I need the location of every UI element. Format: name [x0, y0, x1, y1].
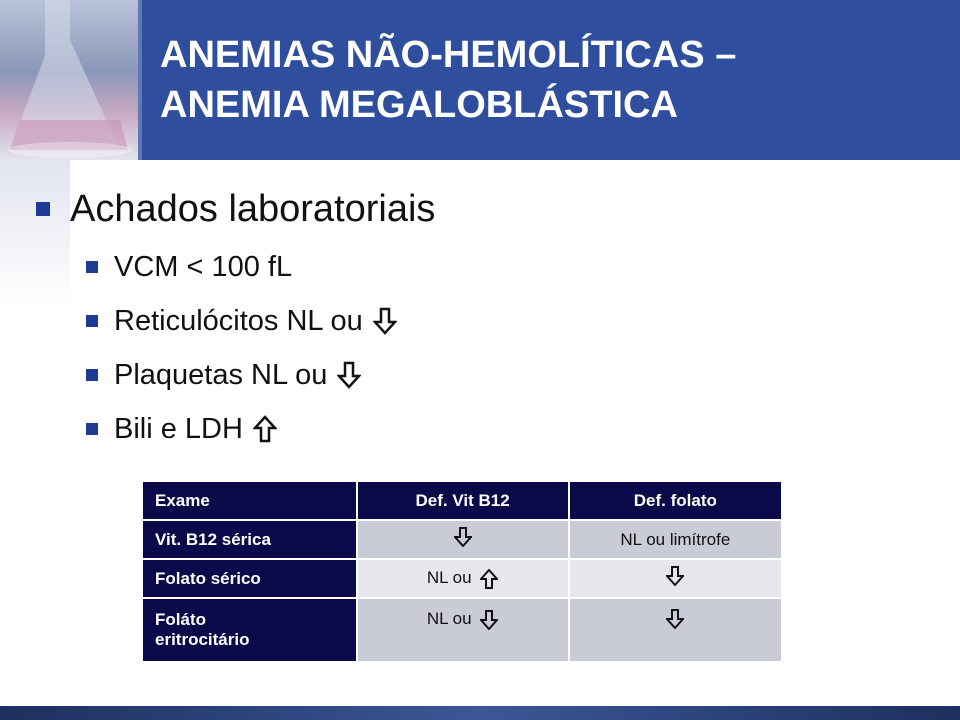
- row-label-line-2: eritrocitário: [155, 630, 250, 649]
- slide-header: [0, 0, 960, 160]
- title-line-2: ANEMIA MEGALOBLÁSTICA: [160, 84, 678, 126]
- table-header-row: [142, 481, 782, 520]
- down-arrow-icon: [666, 566, 684, 586]
- row-label-line-1: Foláto: [155, 610, 206, 629]
- bullet-square-icon: [36, 202, 50, 216]
- table-row: [142, 598, 782, 662]
- bullet-square-icon: [86, 261, 98, 273]
- table-cell: [569, 598, 782, 662]
- bullet-main-text: Achados laboratoriais: [70, 187, 436, 230]
- flask-image: [0, 0, 142, 160]
- row-label: [142, 598, 357, 662]
- decorative-fade: [0, 160, 70, 310]
- bullet-item-text: Reticulócitos NL ou: [114, 304, 363, 337]
- bullet-item: [86, 410, 277, 448]
- title-line-1: ANEMIAS NÃO-HEMOLÍTICAS –: [160, 34, 737, 76]
- column-header-folato: Def. folato: [569, 481, 782, 520]
- column-header-exame: Exame: [142, 481, 357, 520]
- bullet-item-text: VCM < 100 fL: [114, 250, 293, 283]
- table-cell: [357, 598, 569, 662]
- bullet-square-icon: [86, 369, 98, 381]
- cell-text: NL ou: [426, 568, 472, 588]
- bullet-main: [36, 186, 435, 232]
- bullet-item: [86, 302, 397, 340]
- down-arrow-icon: [454, 527, 472, 547]
- table-row: [142, 520, 782, 559]
- up-arrow-icon: [480, 569, 498, 589]
- bullet-square-icon: [86, 423, 98, 435]
- table-cell: NL ou limítrofe: [569, 520, 782, 559]
- column-header-b12: Def. Vit B12: [357, 481, 569, 520]
- comparison-table: [141, 480, 783, 663]
- table-cell: [569, 559, 782, 598]
- cell-text: NL ou: [426, 609, 472, 628]
- down-arrow-icon: [373, 307, 397, 335]
- bullet-item-text: Bili e LDH: [114, 412, 243, 445]
- down-arrow-icon: [666, 609, 684, 629]
- bullet-item: [86, 248, 292, 286]
- table-cell: [357, 520, 569, 559]
- table-row: [142, 559, 782, 598]
- row-label: Vit. B12 sérica: [142, 520, 357, 559]
- slide-footer-band: [0, 706, 960, 720]
- bullet-square-icon: [86, 315, 98, 327]
- down-arrow-icon: [480, 610, 498, 630]
- up-arrow-icon: [253, 415, 277, 443]
- table-cell: [357, 559, 569, 598]
- bullet-item: [86, 356, 361, 394]
- bullet-item-text: Plaquetas NL ou: [114, 358, 328, 391]
- slide-title: [160, 30, 940, 130]
- row-label: Folato sérico: [142, 559, 357, 598]
- down-arrow-icon: [337, 361, 361, 389]
